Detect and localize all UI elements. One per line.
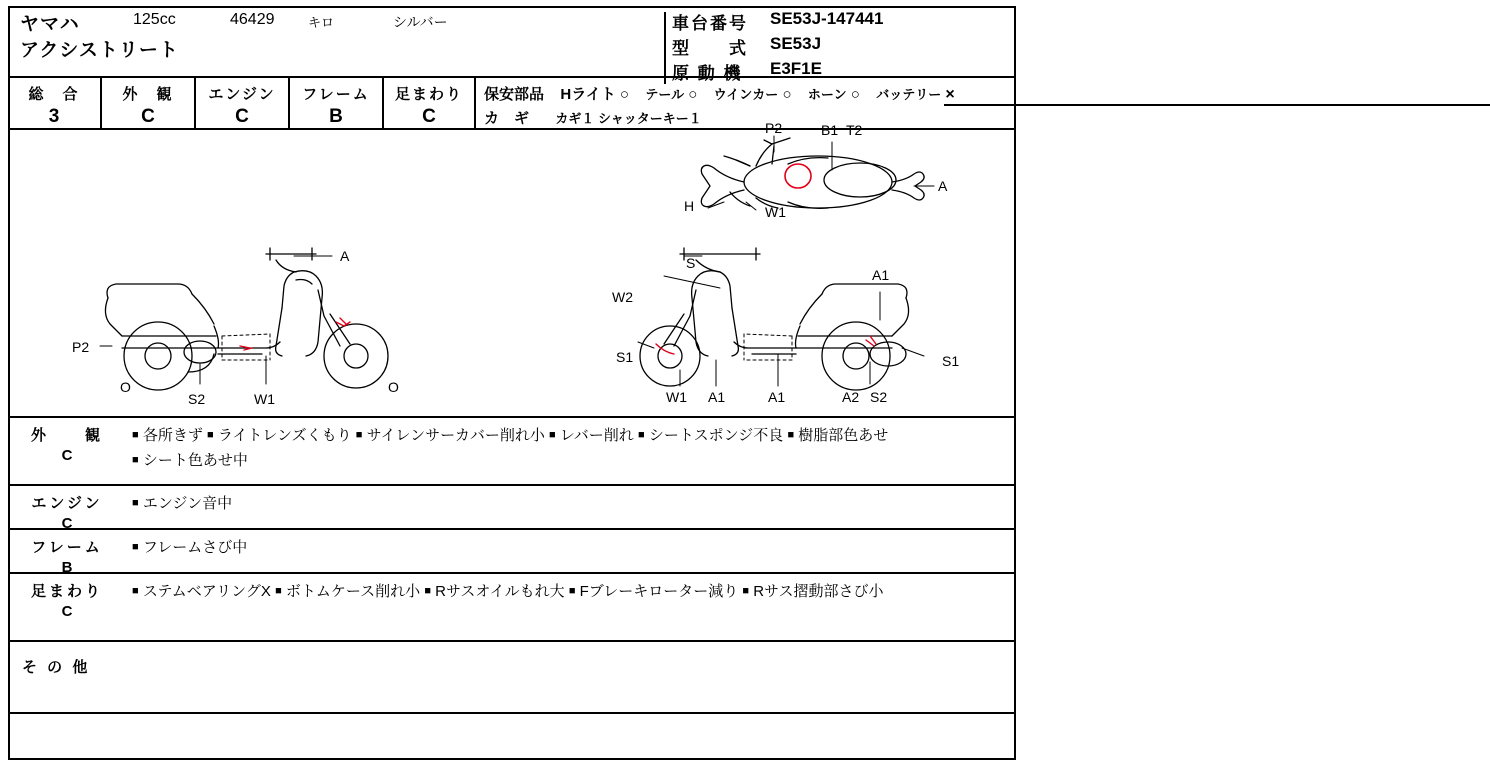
comment-grade: C (61, 515, 73, 532)
comment-row-frame (8, 530, 1016, 574)
comment-row-suspension (8, 574, 1016, 642)
comment-label-suspension (8, 574, 126, 620)
svg-text:B1: B1 (821, 122, 839, 138)
svg-text:T2: T2 (846, 122, 863, 138)
comment-item: レバー削れ (559, 427, 634, 444)
part-label-battery: バッテリー (876, 87, 942, 102)
svg-text:W2: W2 (612, 289, 633, 305)
comment-label-engine (8, 486, 126, 532)
svg-text:A2: A2 (842, 389, 860, 405)
comment-item: 各所きず (142, 427, 203, 444)
model-name: アクシストリート (20, 40, 179, 61)
svg-text:P2: P2 (765, 120, 783, 136)
other-label: そ の 他 (22, 659, 91, 676)
grade-label: エンジン (208, 86, 276, 103)
comment-text-engine: ■ エンジン音中 (132, 495, 233, 512)
part-mark-tail: ○ (688, 86, 698, 103)
part-label-winker: ウインカー (713, 87, 779, 102)
engine-label: 原 動 機 (672, 64, 743, 83)
svg-text:W1: W1 (254, 391, 275, 407)
displacement: 125cc (133, 11, 176, 28)
comment-label-text: 足まわり (30, 583, 103, 600)
comment-item: シート色あせ中 (142, 452, 248, 469)
odometer-unit: キロ (308, 15, 335, 30)
grade-cell-frame (290, 78, 384, 130)
comment-label-frame (8, 530, 126, 576)
comment-row-exterior (8, 418, 1016, 486)
comment-item: Fブレーキローター減り (579, 583, 739, 600)
svg-text:S1: S1 (616, 349, 634, 365)
grade-cell-suspension (384, 78, 476, 130)
comment-item: 樹脂部色あせ (798, 427, 889, 444)
grade-cell-total (8, 78, 102, 130)
comment-item: エンジン音中 (142, 495, 233, 512)
svg-text:H: H (684, 198, 695, 214)
maker-name: ヤマハ (20, 14, 80, 35)
part-mark-battery: × (945, 86, 955, 103)
svg-text:S2: S2 (870, 389, 888, 405)
comment-item: Rサス摺動部さび小 (753, 583, 884, 600)
body-color: シルバー (393, 14, 448, 30)
svg-text:A: A (340, 248, 350, 264)
header-divider (664, 12, 666, 84)
part-label-headlight: Hライト (560, 86, 616, 103)
comment-item: ライトレンズくもり (217, 427, 352, 444)
grade-row (8, 78, 1016, 130)
key-label: カ ギ (484, 110, 530, 127)
comment-item: ステムベアリングX (142, 583, 271, 600)
comment-text-suspension: ■ ステムベアリングX ■ ボトムケース削れ小 ■ Rサスオイルもれ大 ■ Fブレーキローター減り ■ Rサス摺動部さび小 (132, 583, 884, 600)
grade-value: B (329, 106, 343, 127)
comment-label-text: 外 観 (30, 427, 103, 444)
grade-cell-exterior (102, 78, 196, 130)
parts-divider (944, 104, 1490, 106)
comment-item: シートスポンジ不良 (648, 427, 784, 444)
comment-item: サイレンサーカバー削れ小 (366, 427, 545, 444)
svg-text:A: A (938, 178, 948, 194)
comment-item: Rサスオイルもれ大 (435, 583, 565, 600)
part-label-horn: ホーン (807, 87, 847, 102)
odometer-value: 46429 (230, 11, 275, 28)
other-row (8, 642, 1016, 714)
part-label-tail: テール (645, 87, 685, 102)
grade-value: C (141, 106, 155, 127)
key-row (484, 107, 702, 128)
safety-parts-title: 保安部品 (484, 86, 545, 103)
part-mark-horn: ○ (850, 86, 860, 103)
comment-label-text: エンジン (31, 495, 103, 512)
vin-value: SE53J-147441 (770, 9, 884, 28)
vin-label: 車台番号 (672, 14, 748, 33)
safety-parts-row (484, 83, 955, 104)
type-label: 型 式 (672, 39, 748, 58)
key-value: カギ１ シャッターキー１ (555, 111, 702, 126)
comment-row-engine (8, 486, 1016, 530)
grade-label: 外 観 (122, 86, 174, 103)
svg-text:S: S (686, 255, 696, 271)
svg-text:A1: A1 (708, 389, 726, 405)
svg-text:A1: A1 (872, 267, 890, 283)
damage-diagram (8, 120, 1016, 418)
svg-text:W1: W1 (666, 389, 687, 405)
svg-text:W1: W1 (765, 204, 786, 220)
comment-item: フレームさび中 (142, 539, 248, 556)
grade-label: 足まわり (394, 86, 463, 103)
svg-text:A1: A1 (768, 389, 786, 405)
comment-grade: B (61, 559, 73, 576)
comment-grade: C (61, 603, 73, 620)
grade-cell-engine (196, 78, 290, 130)
part-mark-headlight: ○ (619, 86, 629, 103)
comment-item: ボトムケース削れ小 (285, 583, 421, 600)
grade-value: C (235, 106, 249, 127)
comment-text-frame: ■ フレームさび中 (132, 539, 248, 556)
grade-value: C (422, 106, 436, 127)
header (8, 6, 1016, 83)
comment-grade: C (61, 447, 73, 464)
svg-text:O: O (388, 379, 399, 395)
grade-label: フレーム (302, 86, 370, 103)
comment-label-exterior (8, 418, 126, 464)
comment-label-text: フレーム (31, 539, 103, 556)
engine-value: E3F1E (770, 59, 822, 78)
grade-label: 総 合 (28, 86, 80, 103)
grade-value: 3 (48, 106, 60, 127)
svg-text:P2: P2 (72, 339, 90, 355)
comment-text-exterior: ■ 各所きず ■ ライトレンズくもり ■ サイレンサーカバー削れ小 ■ レバー削れ ■ シートスポンジ不良 ■ 樹脂部色あせ ■ シート色あせ中 (132, 427, 889, 469)
svg-text:O: O (120, 379, 131, 395)
svg-text:S1: S1 (942, 353, 960, 369)
part-mark-winker: ○ (782, 86, 792, 103)
diagram-svg (8, 120, 1016, 418)
type-value: SE53J (770, 34, 822, 53)
safety-parts-block (476, 78, 1022, 130)
svg-text:S2: S2 (188, 391, 206, 407)
